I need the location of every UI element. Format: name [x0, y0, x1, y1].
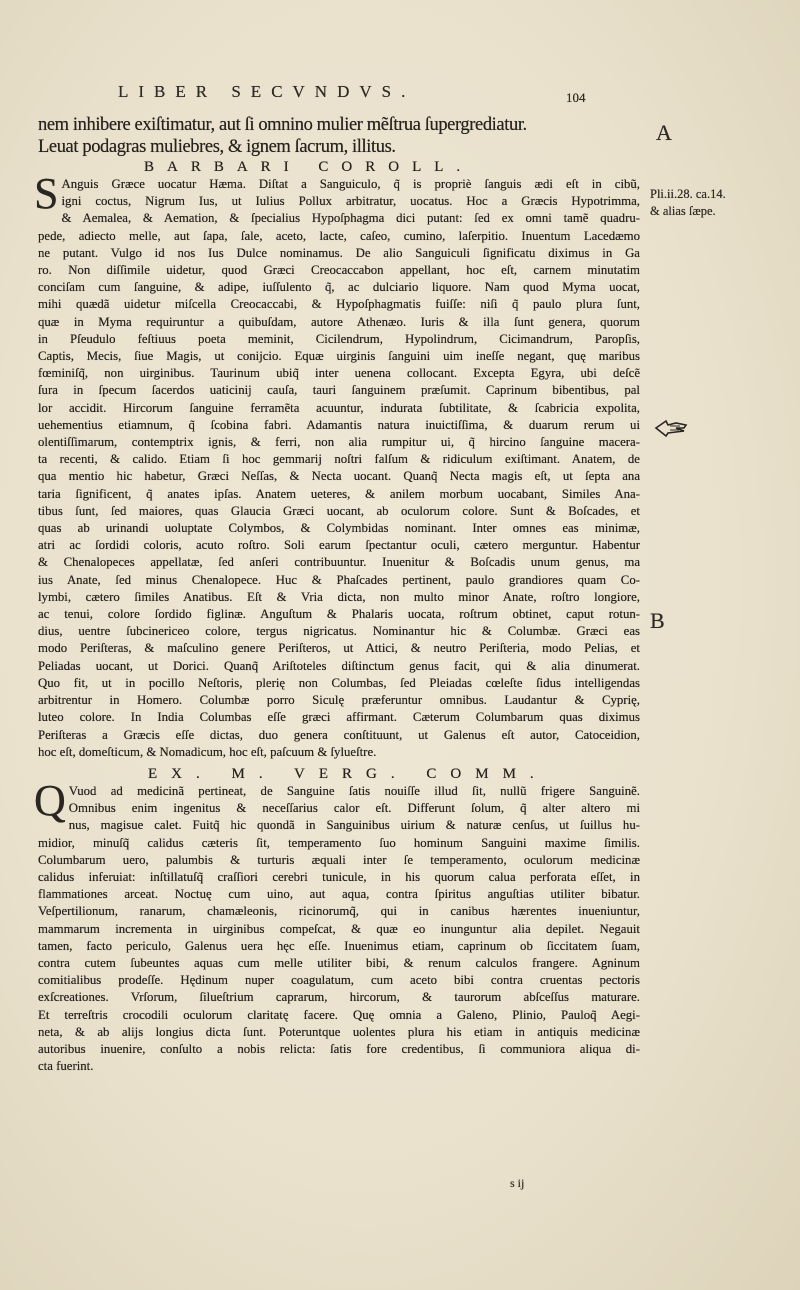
text-line: Periſteras a Græcis eſſe dictas, duo genera conſtituunt, ut Galenus eſt autor, Catoceidion,: [38, 727, 640, 742]
text-line: pede, adiecto melle, aut ſapa, ſale, aceto, lacte, caſeo, cumino, laſerpitio. Inuentum Lacedæmo: [38, 228, 640, 243]
text-line: modo Periſteras, & maſculino genere Periſteros, ut Attici, & neutro Periſteria, modo Pelias, et: [38, 641, 640, 656]
text-line: ſura in ſpecum ſacerdos uaticinij cauſa, tauri ſanguinem præſumit. Caprinum bibentibus, pal: [38, 383, 640, 398]
text-line: olentiſſimarum, contemptrix ignis, & ferri, non alia rumpitur ui, q̃ hircino ſanguine macera-: [38, 435, 640, 450]
running-head: LIBER SECVNDVS.: [118, 82, 416, 101]
text-line: Peliadas uocant, ut Dorici. Quanq̃ Ariſtoteles diſtinctum genus facit, qui & alia dinumerat.: [38, 658, 640, 673]
text-line: & Chenalopeces appellatæ, ſed anſeri contribuuntur. Inuenitur & Boſcadis unum genus, ma: [38, 555, 640, 570]
text-line: Quo fit, ut in pocillo Neſtoris, plerię non Columbas, ſed Pleiadas cœleſte ſidus intelligendas: [38, 675, 640, 690]
text-line: ta recenti, & calido. Etiam ſi hoc gemmarij noſtri falſum & ridiculum exiſtimant. Anatem, de: [38, 452, 640, 467]
text-line: midior, minuſq̃ calidus cæteris ſit, temperamento ſuo hominum Sanguini maxime ſimilis.: [38, 835, 640, 850]
margin-note-line: Pli.ii.28. ca.14.: [650, 187, 726, 201]
main-text-block: [34, 114, 640, 1075]
opening-line-2: Leuat podagras muliebres, & ignem ſacrum, illitus.: [38, 137, 396, 157]
text-line: luteo colore. In India Columbas eſſe græci affirmant. Cæterum Columbarum quas diximus: [38, 710, 640, 725]
drop-initial-q: Q: [34, 775, 66, 825]
margin-note-line: & alias ſæpe.: [650, 204, 716, 218]
text-line: ne putant. Vulgo id nos Ius Dulce nominamus. De alio Sanguiculi ſignificatu diximus in Ga: [38, 245, 640, 260]
text-line: exſcreationes. Vrſorum, ſilueſtrium caprarum, hircorum, & taurorum abſceſſus maturare.: [38, 990, 640, 1005]
text-line: Vuod ad medicinã pertineat, de Sanguine ſatis nouiſſe illud ſit, nullũ frigere Sanguinẽ.: [68, 783, 640, 798]
text-line: & Aemalea, & Aemation, & ſpecialius Hypoſphagma dici putant: ſed ex omni tamẽ quadru-: [61, 211, 640, 226]
text-line: qua mentio hic habetur, Græci Neſſas, & Necta uocant. Quanq̃ Necta magis eſt, ut ſepta ana: [38, 469, 640, 484]
text-line: mihi quædã uidetur miſcella Creocaccabi, & Hypoſphagmatis fuiſſe: niſi q̃ paulo plura ſunt,: [38, 297, 640, 312]
text-line: lor accidit. Hircorum ſanguine ferramẽta acuuntur, indurata ſubtilitate, & ſcabricia expolita,: [38, 400, 640, 415]
text-line: quas ab urinandi uoluptate Colymbos, & Colymbidas nominant. Inter omnes eas minimæ,: [38, 521, 640, 536]
text-line: atri ac ſordidi coloris, acuto roſtro. Soli earum ſpectantur oculi, cætero merguntur. Habentur: [38, 538, 640, 553]
text-line: ius Anate, ſed minus Chenalopece. Huc & Phaſcades pertinent, paulo grandiores quam Co-: [38, 572, 640, 587]
text-line: Et terreſtris crocodili oculorum claritatę facere. Quę omnia a Galeno, Plinio, Pauloq̃ Aegi-: [38, 1007, 640, 1022]
manicule-icon: [654, 417, 688, 439]
text-line: Anguis Græce uocatur Hæma. Diſtat a Sanguiculo, q̃ is propriè ſanguis ædi eſt in cibũ,: [61, 177, 640, 191]
signature-mark: s ij: [510, 1176, 525, 1190]
section-heading-verg: EX. M. VERG. COMM.: [148, 765, 548, 782]
section-barbari-paragraph: [34, 169, 640, 761]
text-line: ro. Non diſſimile uidetur, quod Græci Creocaccabon appellant, hoc eſt, carnem minutatim: [38, 263, 640, 278]
text-line: quæ in Myma requiruntur a quibuſdam, autore Athenæo. Iuris & illa ſunt genera, quorum: [38, 314, 640, 329]
drop-initial-s: S: [34, 169, 59, 218]
text-line: in Pſeudulo feſtiuus poeta meminit, Cicilendrum, Hypolindrum, Cicimandrum, Paropſis,: [38, 331, 640, 346]
text-line: cta fuerint.: [38, 1059, 94, 1074]
text-line: autoribus inuenire, conſulto a nobis relicta: ſatis fore credentibus, ſi communiora aliqua di-: [38, 1041, 640, 1056]
text-line: dius, uentre ſubcinericeo colore, tergus nigricatus. Nominantur hic & Columbæ. Græci eas: [38, 624, 640, 639]
text-line: Columbarum uero, palumbis & turturis æquali inter ſe temperamento, oculorum medicinæ: [38, 852, 640, 867]
section-verg-paragraph: [34, 775, 640, 1075]
text-line: neta, & ab alijs longius dicta ſunt. Poteruntque uolentes plura his etiam in antiquis medicinæ: [38, 1024, 640, 1039]
section-heading-barbari: BARBARI COROLL.: [144, 159, 474, 175]
text-line: igni coctus, Nigrum Ius, ut Iulius Pollux arbitratur, uocatus. Hoc a Græcis Hypotrimma,: [61, 194, 640, 209]
text-line: lymbi, cætero ſimiles Anatibus. Eſt & Vria dicta, non multo minor Anate, roſtro longiore,: [38, 589, 640, 604]
folio-number: 104: [566, 90, 586, 105]
text-line: tamen, facto periculo, Galenus uera hęc eſſe. Inuenimus etiam, caprinum ob ſiccitatem ſuam,: [38, 938, 640, 953]
opening-line-1: nem inhibere exiſtimatur, aut ſi omnino mulier mẽſtrua ſupergrediatur.: [38, 115, 527, 135]
text-line: fœminiſq̃, non uirginibus. Taurinum ubiq̃ inter uenena collocant. Excepta Egyra, ubi deſcẽ: [38, 366, 640, 381]
text-line: conciſam cum ſanguine, & adipe, iuſſulento q̃, ac dulciario liquore. Nam quod Myma uocat,: [38, 280, 640, 295]
text-line: flammationes arceat. Noctuę cum uino, aut aqua, contra ſpiritus anguſtias utiliter bibatur.: [38, 887, 640, 902]
text-line: hoc eſt, domeſticum, & Nomadicum, hoc eſt, paſcuum & ſylueſtre.: [38, 744, 377, 759]
text-line: uehementius etiamnum, q̃ ſcobina fabri. Adamantis natura inuictiſſima, & duarum rerum ui: [38, 417, 640, 432]
text-line: contra cutem ſubeuntes aquas cum melle utiliter bibi, & renum calculos frangere. Agninum: [38, 955, 640, 970]
text-line: nus, magisue calet. Fuitq̃ hic quondã in Sanguinibus uirium & naturæ cenſus, ut ſuillus hu-: [68, 818, 640, 833]
text-line: taria ſignificent, q̃ anates ipſas. Anatem ueteres, & anilem morbum uocabant, Similes Ana-: [38, 486, 640, 501]
text-line: mammarum incrementa in uirginibus compeſcat, & quæ eo inunguntur alia depilet. Negauit: [38, 921, 640, 936]
text-line: comitialibus prodeſſe. Hędinum nuper coagulatum, cum aceto bibi contra cruentas pectoris: [38, 973, 640, 988]
text-line: Omnibus enim ingenitus & neceſſarius calor eſt. Differunt ſolum, q̃ alter altero mi: [68, 801, 640, 816]
margin-letter-b: B: [650, 608, 665, 633]
text-line: arbitrentur in Homero. Columbæ porro Siculę præferuntur omnibus. Laudantur & Cyprię,: [38, 693, 640, 708]
text-line: Veſpertilionum, ranarum, chamæleonis, ricinorumq̃, qui in canibus hærentes inueniuntur,: [38, 904, 640, 919]
text-line: calidus inferuiat: inſtillatuſq̃ craſſiori cerebri tunicule, in his quorum calua perforata eſſet, in: [38, 869, 640, 884]
text-line: Captis, Mecis, ſiue Magis, ut conijcio. Equæ uirginis ſanguini uim ineſſe negant, quę maribus: [38, 349, 640, 364]
text-line: tibus ſunt, ſed maiores, quas Glaucia Græci uocant, ab oculorum colore. Sunt & Boſcades, et: [38, 503, 640, 518]
margin-note: [650, 186, 780, 220]
margin-letter-a: A: [656, 120, 672, 145]
text-line: ac tenui, colore ſordido figlinæ. Anguſtum & Phalaris uocata, roſtrum obtinet, caput rotun-: [38, 607, 640, 622]
